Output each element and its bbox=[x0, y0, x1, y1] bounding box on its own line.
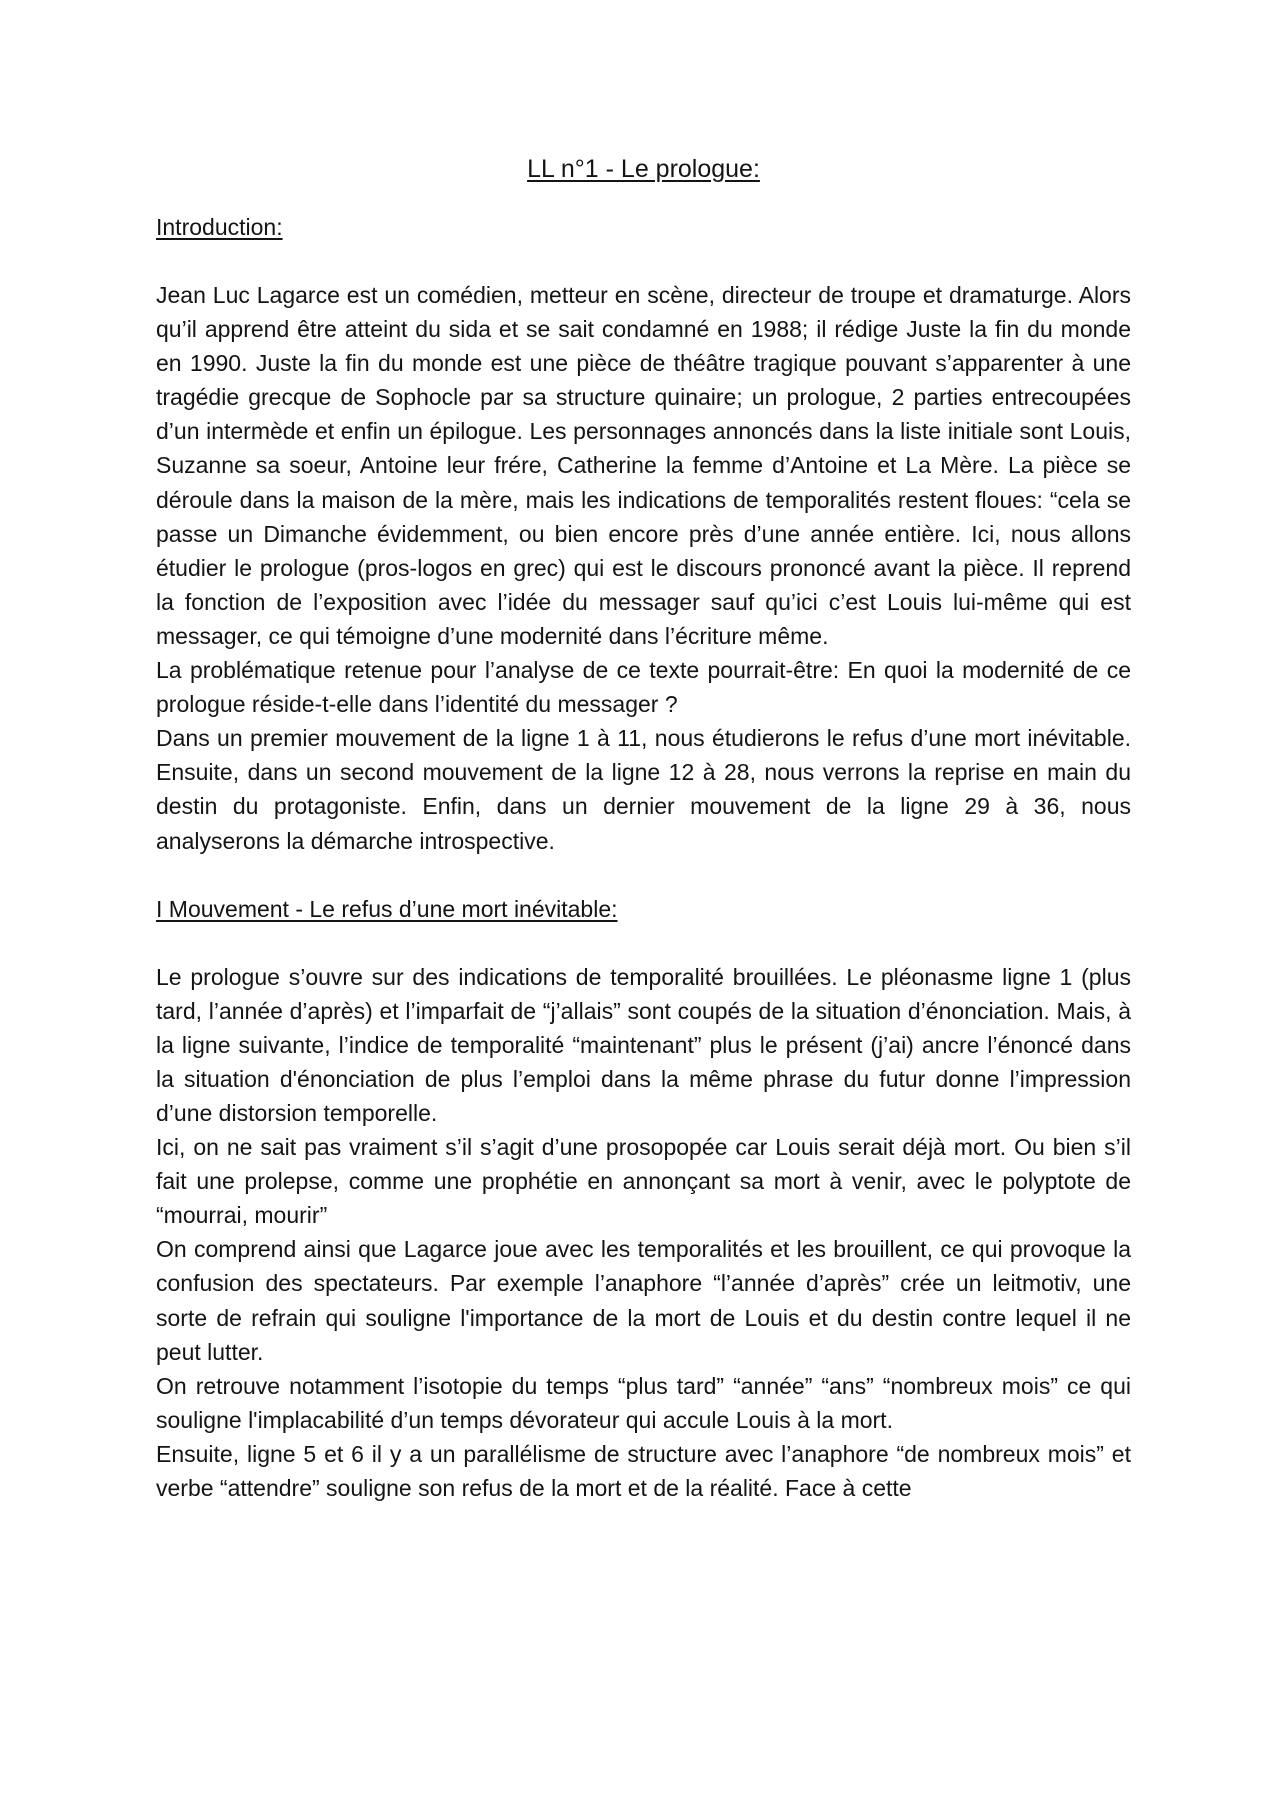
paragraph: Dans un premier mouvement de la ligne 1 à 11, nous étudierons le refus d’une mort inévitable. Ensuite, dans un second mouvement de la ligne 12 à 28, nous verrons la reprise en main du destin du protagoniste. Enfin, dans un dernier mouvement de la ligne 29 à 36, nous analyserons la démarche introspective. bbox=[156, 725, 1131, 854]
spacer bbox=[156, 926, 1131, 960]
section-heading-mouvement-1: I Mouvement - Le refus d’une mort inévitable: bbox=[156, 895, 618, 922]
section-heading-introduction: Introduction: bbox=[156, 214, 283, 240]
paragraph: Jean Luc Lagarce est un comédien, metteur en scène, directeur de troupe et dramaturge. Alors qu’il apprend être atteint du sida et se sait condamné en 1988; il rédige Juste la fin du monde en 1990. Juste la fin du monde est une pièce de théâtre tragique pouvant s’apparenter à une tragédie grecque de Sophocle par sa structure quinaire; un prologue, 2 parties entrecoupées d’un intermède et enfin un épilogue. Les personnages annoncés dans la liste initiale sont Louis, Suzanne sa soeur, Antoine leur frére, Catherine la femme d’Antoine et La Mère. La pièce se déroule dans la maison de la mère, mais les indications de temporalités restent floues: “cela se passe un Dimanche évidemment, ou bien encore près d’une année entière. Ici, nous allons étudier le prologue (pros-logos en grec) qui est le discours prononcé avant la pièce. Il reprend la fonction de l’exposition avec l’idée du messager sauf qu’ici c’est Louis lui-même qui est messager, ce qui témoigne d’une modernité dans l’écriture même. bbox=[156, 282, 1131, 649]
paragraph: On retrouve notamment l’isotopie du temps “plus tard” “année” “ans” “nombreux mois” ce qui souligne l'implacabilité d’un temps dévorateur qui accule Louis à la mort. bbox=[156, 1372, 1131, 1433]
document-page bbox=[156, 152, 1131, 1505]
paragraph: On comprend ainsi que Lagarce joue avec les temporalités et les brouillent, ce qui provoque la confusion des spectateurs. Par exemple l’anaphore “l’année d’après” crée un leitmotiv, une sorte de refrain qui souligne l'importance de la mort de Louis et du destin contre lequel il ne peut lutter. bbox=[156, 1236, 1131, 1365]
spacer bbox=[156, 858, 1131, 892]
paragraph: Ensuite, ligne 5 et 6 il y a un parallélisme de structure avec l’anaphore “de nombreux mois” et verbe “attendre” souligne son refus de la mort et de la réalité. Face à cette bbox=[156, 1440, 1131, 1501]
paragraph: Le prologue s’ouvre sur des indications de temporalité brouillées. Le pléonasme ligne 1 (plus tard, l’année d’après) et l’imparfait de “j’allais” sont coupés de la situation d’énonciation. Mais, à la ligne suivante, l’indice de temporalité “maintenant” plus le présent (j’ai) ancre l’énoncé dans la situation d'énonciation de plus l’emploi dans la même phrase du futur donne l’impression d’une distorsion temporelle. bbox=[156, 963, 1131, 1126]
spacer bbox=[156, 244, 1131, 278]
paragraph: Ici, on ne sait pas vraiment s’il s’agit d’une prosopopée car Louis serait déjà mort. Ou bien s’il fait une prolepse, comme une prophétie en annonçant sa mort à venir, avec le polyptote de “mourrai, mourir” bbox=[156, 1134, 1131, 1229]
page-title: LL n°1 - Le prologue: bbox=[527, 155, 760, 183]
paragraph: La problématique retenue pour l’analyse de ce texte pourrait-être: En quoi la modernité de ce prologue réside-t-elle dans l’identité du messager ? bbox=[156, 657, 1131, 718]
